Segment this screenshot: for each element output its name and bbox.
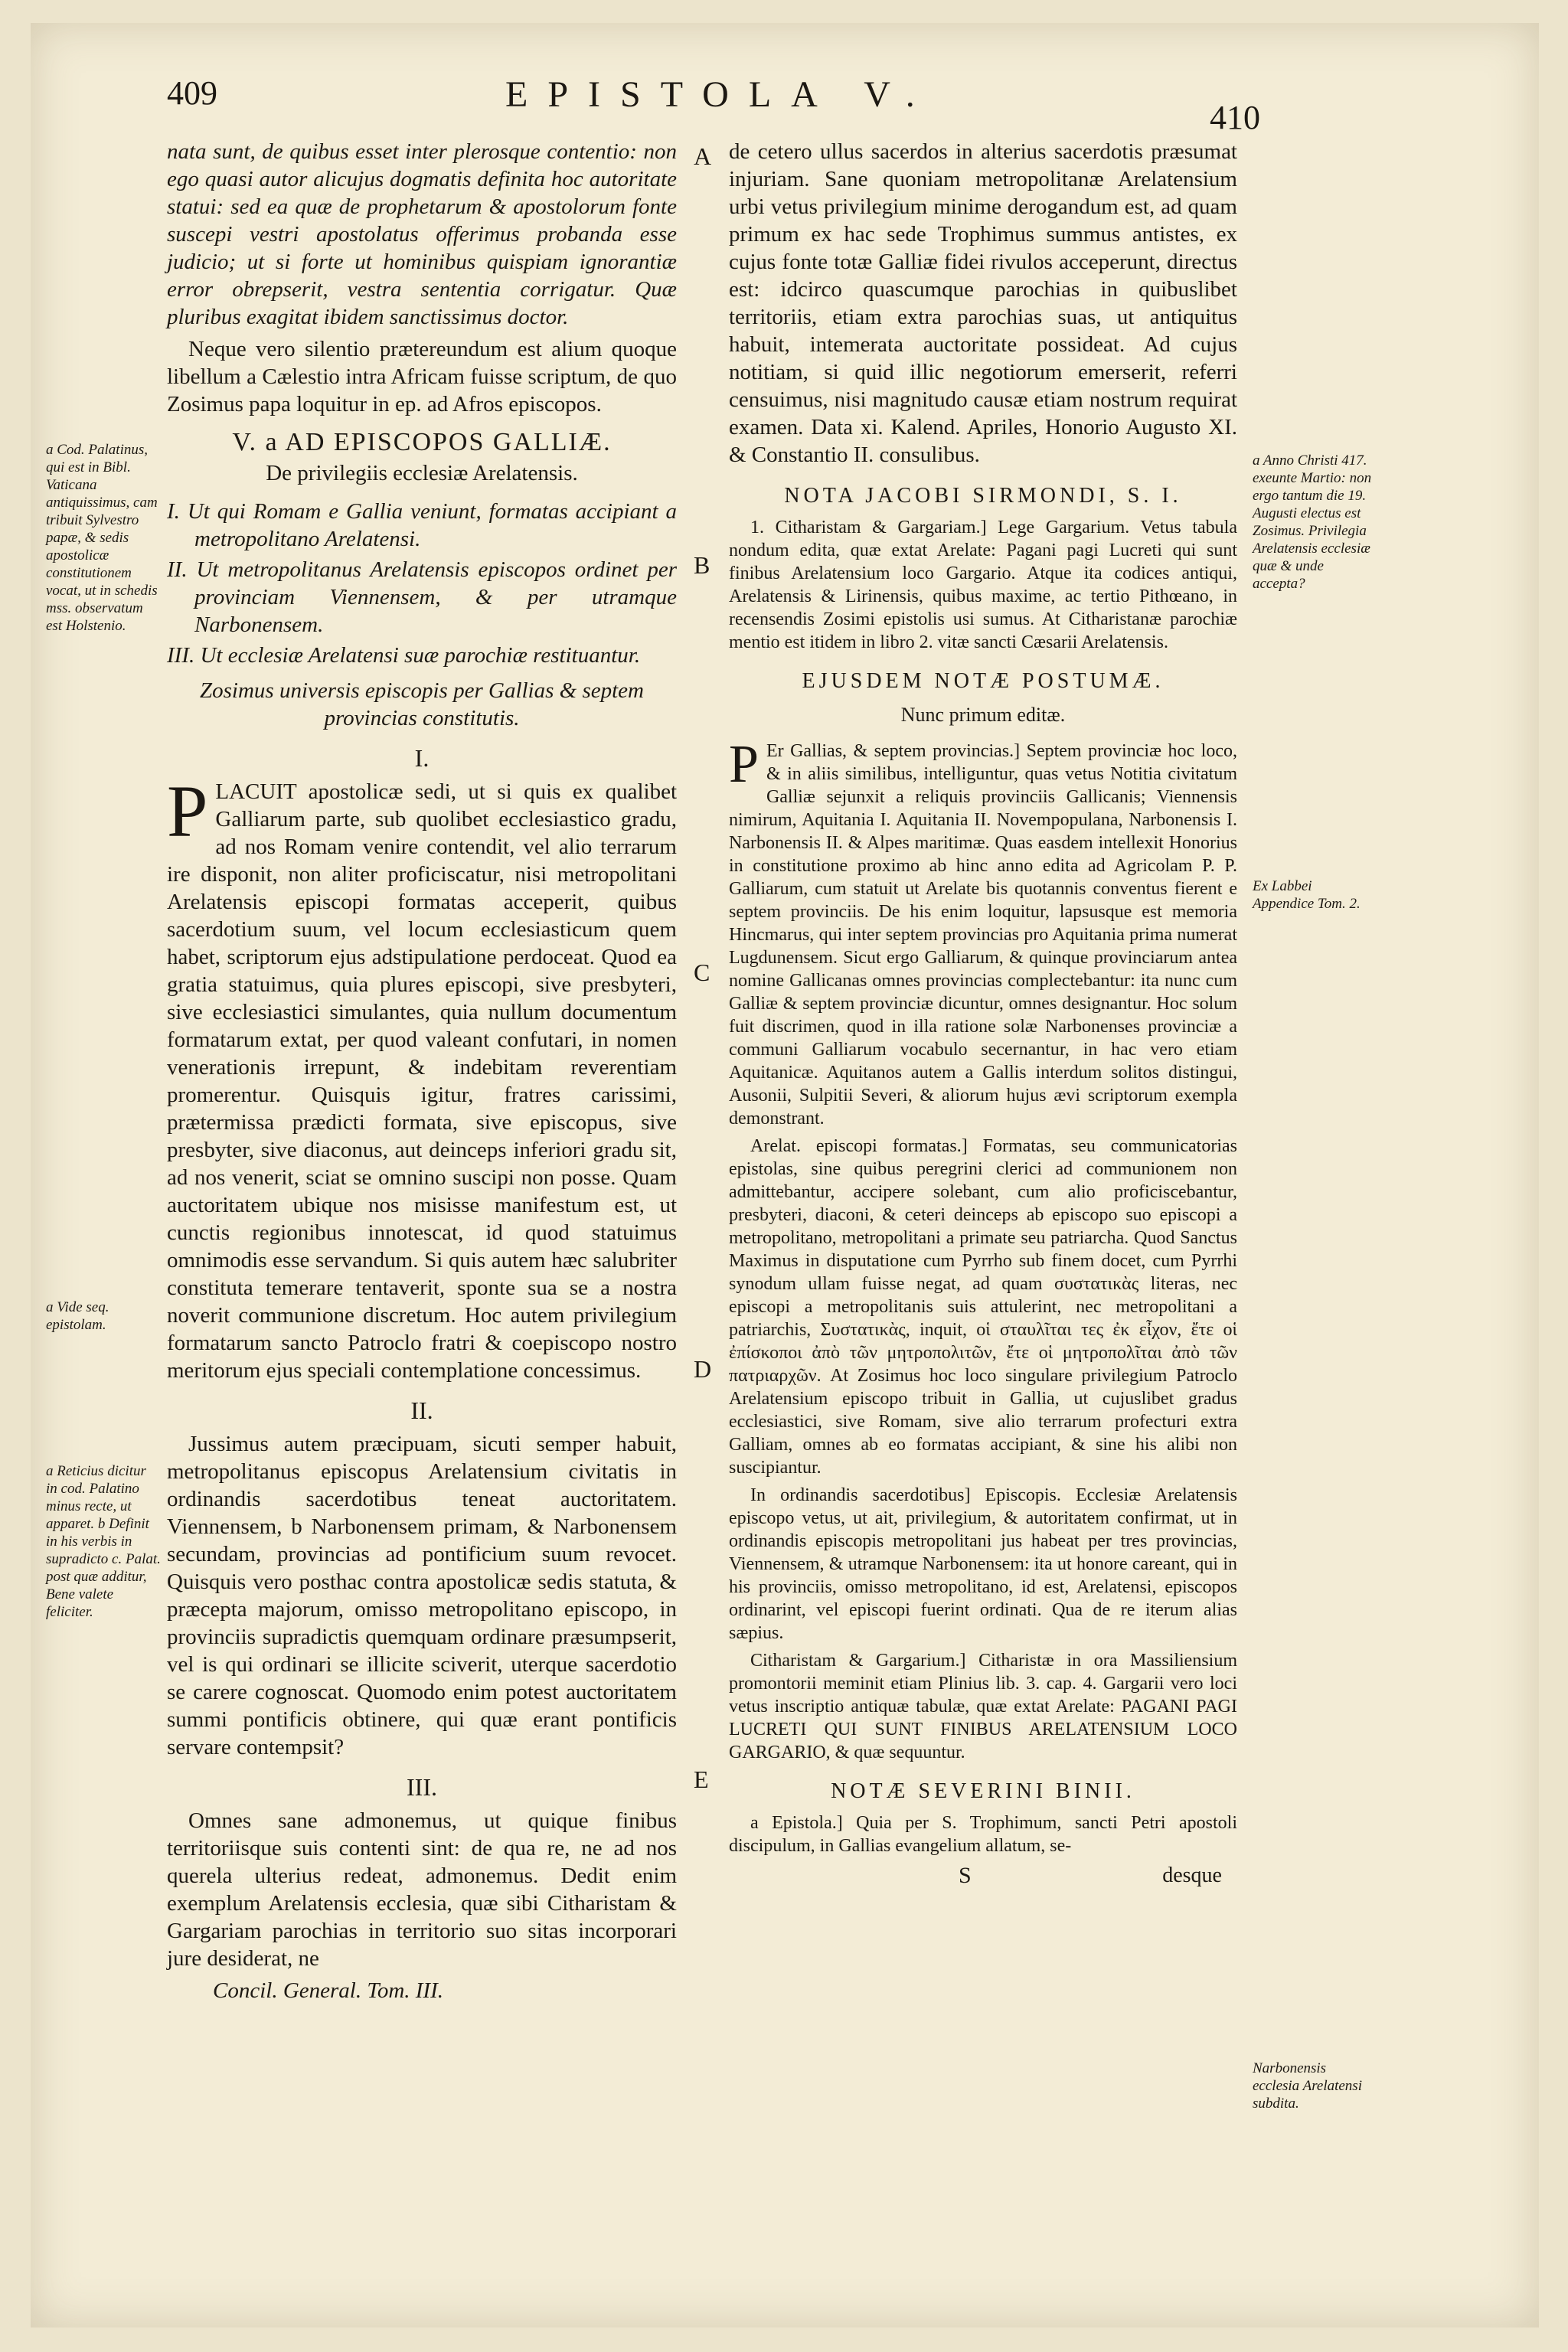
note-gallias-text: Er Gallias, & septem provincias.] Septem provinciæ hoc loco, & in aliis similibus, intelliguntur, quas vetus Notitia civitatum Galliæ sejunxit a reliquis provinciis Gallicanis; Viennensis nimirum, Aquitania I. Aquitania II. Novempopulana, Narbonensis I. Narbonensis II. & Alpes maritimæ. Quas easdem intellexit Honorius in constitutione proximo ab hinc anno edita ad Agricolam P. P. Galliarum, cum statuit ut Arelate bis quotannis conventus fierent e septem provinciis. De his enim loquitur, lapsusque est memoria Hincmarus, qui inter septem provincias pro Aquitania prima numerat Lugdunensem. Sicut ergo Galliarum, & quinque provinciarum antea nomine Gallicanas omnes provincias complectebantur: ita nunc cum Galliæ & septem provinciæ dicuntur, omnes designantur. Hoc solum fuit discrimen, quod in illa ratione solæ Narbonenses provinciæ a communi Galliarum vocabulo secernantur, in hac vero etiam Aquitanicæ. Aquitanos autem a Gallis interdum solitos distingui, Ausonii, Sulpitii Severi, & aliorum hujus ævi scriptorum exempla demonstrant. xyxy=(729,741,1237,1129)
section-1-number: I. xyxy=(414,744,430,772)
section-1-paragraph xyxy=(167,770,677,1384)
page-footer xyxy=(729,1862,1237,1893)
margin-note-cod-palatinus: a Cod. Palatinus, qui est in Bibl. Vaticana antiquissimus, cam tribuit Sylvestro papæ, & sedis apostolicæ constitutionem vocat, ut in schedis mss. observatum est Holstenio. xyxy=(46,442,158,634)
posthumous-notes-heading: EJUSDEM NOTÆ POSTUMÆ. xyxy=(802,669,1165,693)
note-arelat: Arelat. episcopi formatas.] Formatas, seu communicatorias epistolas, sine quibus peregrini clerici ad communionem non admittebantur, accipere solebant, cum alio proficiscebantur, presbyteri, diaconi, & ceteri deinceps ab episcopo suo episcopi a metropolitano, metropolitani a primate seu patriarcha. Quod Sanctus Maximus in disputatione cum Pyrrho sub finem docet, cum Pyrrhi synodum ullam fuisse negat, ad quam συστατικὰς literas, nec episcopi a metropolitanis suis attulerint, nec metropolitani a patriarchis, Συστατικὰς, inquit, οἱ σταυλῖται τες ἐκ εἶχον, ἔτε οἱ ἐπίσκοποι ἀπὸ τῶν μητροπολιτῶν, ἔτε οἱ μητροπολῖται ἀπὸ τῶν πατριαρχῶν. At Zosimus hoc loco singulare privilegium Patroclo Arelatensium episcopo tribuit in Gallia, ut cujuslibet gradus ecclesiastici, sive Romam, sive alio terrarum profecturi extra Galliam, omnes ab eo formatas accipiant, & sine his alibi non suscipiantur. xyxy=(729,1136,1237,1478)
right-column xyxy=(729,138,1237,1893)
left-column xyxy=(167,138,677,2009)
section-1-text: LACUIT apostolicæ sedi, ut si quis ex qualibet Galliarum parte, sub quolibet ecclesiastico gradu, ad nos Romam venire contendit, vel alio terrarum ire disponit, non aliter proficiscatur, nisi metropolitani Arelatensis episcopi formatas acceperit, quibus sacerdotium suum, vel locum ecclesiasticum quem habet, scriptorum ejus adstipulatione perdoceat. Quod ea gratia statuimus, quia plures episcopi, sive presbyteri, sive ecclesiastici simulantes, quia nullum documentum formatarum extat, per quod valeant confutari, in nomen venerationis irrepunt, & indebitam reverentiam promerentur. Quisquis igitur, fratres carissimi, prætermissa prædicti formata, sive episcopus, sive presbyter, sive diaconus, aut deinceps inferiori gradu sit, ad nos venerit, sciat se omnino suscipi non posse. Quam auctoritatem ubique nos misisse manifestum est, ut cunctis regionibus innotescat, id quod statuimus omnimodis esse servandum. Si quis autem hæc salubriter constituta temerare tentaverit, sponte sua se a nostra noverit communione discretum. Hoc autem privilegium formatarum sancto Patroclo fratri & coepiscopo nostro meritorum ejus speciali contemplatione concessimus. xyxy=(167,779,677,1383)
section-letter-a: A xyxy=(694,142,712,170)
left-second-paragraph: Neque vero silentio prætereundum est alium quoque libellum a Cælestio intra Africam fuisse scriptum, de quo Zosimus papa loquitur in ep. ad Afros episcopos. xyxy=(167,337,677,416)
nota-sirmondi-heading: NOTA JACOBI SIRMONDI, S. I. xyxy=(784,484,1182,508)
running-title: EPISTOLA V. xyxy=(505,74,935,115)
chapter-summary-item: I. Ut qui Romam e Gallia veniunt, formatas accipiant a metropolitano Arelatensi. xyxy=(167,499,677,551)
section-2-text: Jussimus autem præcipuam, sicuti semper habuit, metropolitanus episcopus Arelatensium civitatis in ordinandis sacerdotibus teneat auctoritatem. Viennensem, b Narbonensem primam, & Narbonensem secundam, provincias ad pontificium suum revocet. Quisquis vero posthac contra apostolicæ sedis statuta, & præcepta majorum, omisso metropolitano episcopo, in provinciis supradictis quemquam ordinare præsumpserit, vel is qui ordinari se illicite sciverit, uterque sacerdotio se carere cognoscat. Quomodo enim potest auctoritatem summi pontificis obtinere, qui quæ erant pontificis servare contempsit? xyxy=(167,1432,677,1759)
right-page-number: 410 xyxy=(1210,99,1260,136)
margin-note-reticius: a Reticius dicitur in cod. Palatino minus recte, ut apparet. b Definit in his verbis in supradicto c. Palat. post quæ additur, Bene valete feliciter. xyxy=(46,1463,161,1620)
binii-text: a Epistola.] Quia per S. Trophimum, sancti Petri apostoli discipulum, in Gallias evangelium allatum, se- xyxy=(729,1813,1237,1856)
posthumous-notes-subheading: Nunc primum editæ. xyxy=(900,704,1066,726)
book-page xyxy=(31,23,1539,2328)
epistle-heading: V. a AD EPISCOPOS GALLIÆ. xyxy=(232,428,612,456)
margin-note-labbei: Ex Labbei Appendice Tom. 2. xyxy=(1253,878,1361,912)
right-top-paragraph: de cetero ullus sacerdos in alterius sacerdotis præsumat injuriam. Sane quoniam metropolitanæ Arelatensium urbi vetus privilegium minime derogandum est, ad quam primum ex hac sede Trophimus summus antistes, ex cujus fonte totæ Galliæ fidei rivulos acceperunt, directus est: idcirco quascumque parochias in quibuslibet territoriis, etiam extra parochias suas, ut antiquitus habuit, intemerata auctoritate possideat. Ad cujus notitiam, si quid illic negotiorum emerserit, referri censuimus, nisi magnitudo causæ etiam nostrum requirat examen. Data xi. Kalend. Apriles, Honorio Augusto XI. & Constantio II. consulibus. xyxy=(729,139,1237,467)
section-3-number: III. xyxy=(407,1773,437,1801)
note-citharistam: Citharistam & Gargarium.] Citharistæ in ora Massiliensium promontorii meminit etiam Plinius lib. 3. cap. 4. Gargarii vero loci vetus inscriptio antiquæ tabulæ, quæ extat Arelate: PAGANI PAGI LUCRETI QUI SUNT FINIBUS ARELATENSIUM LOCO GARGARIO, & quæ sequuntur. xyxy=(729,1651,1237,1762)
section-3-text: Omnes sane admonemus, ut quique finibus territoriisque suis contenti sint: de qua re, ne ad nos querela ulterius redeat, admonemus. Dedit enim exemplum Arelatensis ecclesia, quæ sibi Citharistam & Gargariam parochias in territorio suo sitas incorporari jure desiderat, ne xyxy=(167,1808,677,1971)
note-drop-cap: P xyxy=(729,735,759,794)
margin-note-anno-christi: a Anno Christi 417. exeunte Martio: non ergo tantum die 19. Augusti electus est Zosimus. Privilegia Arelatensis ecclesiæ quæ & unde accepta? xyxy=(1253,452,1372,592)
signature-line: Concil. General. Tom. III. xyxy=(213,1978,443,2003)
section-letter-c: C xyxy=(694,959,710,986)
epistle-subheading: De privilegiis ecclesiæ Arelatensis. xyxy=(266,461,578,485)
section-letter-b: B xyxy=(694,551,710,579)
chapter-summary-list xyxy=(167,498,677,669)
section-letter-d: D xyxy=(694,1355,712,1383)
drop-cap: P xyxy=(167,770,208,852)
left-top-paragraph: nata sunt, de quibus esset inter plerosque contentio: non ego quasi autor alicujus dogmatis definita hoc autoritate statui: sed ea quæ de prophetarum & apostolorum fonte suscepi vestri apostolatus offerimus probanda esse judicio; ut si forte ut hominibus quispiam ignorantiæ error obrepserit, vestra sententia corrigatur. Quæ pluribus exagitat ibidem sanctissimus doctor. xyxy=(167,139,677,329)
section-letter-e: E xyxy=(694,1766,709,1793)
nota-sirmondi-text: 1. Citharistam & Gargariam.] Lege Gargarium. Vetus tabula nondum edita, quæ extat Arelate: Pagani pagi Lucreti qui sunt finibus Arelatensium loco Gargario. Atque ita codices antiqui, Arelatensis & Lirinensis, quibus maxime, ac tertio Pithœano, in recensendis Zosimi epistolis usi sumus. At Citharistanæ parochiæ mentio est itidem in libro 2. vitæ sancti Cæsarii Arelatensis. xyxy=(729,518,1237,652)
chapter-summary-item: III. Ut ecclesiæ Arelatensi suæ parochiæ restituantur. xyxy=(167,643,641,668)
epistle-address: Zosimus universis episcopis per Gallias & septem provincias constitutis. xyxy=(200,678,644,730)
note-gallias xyxy=(729,735,1237,1130)
left-page-number: 409 xyxy=(167,74,217,112)
signature-mark: S xyxy=(959,1863,972,1888)
section-2-number: II. xyxy=(410,1396,433,1424)
margin-note-vide-seq: a Vide seq. epistolam. xyxy=(46,1299,109,1333)
chapter-summary-item: II. Ut metropolitanus Arelatensis episcopos ordinet per provinciam Viennensem, & per utramque Narbonensem. xyxy=(167,557,677,637)
binii-heading: NOTÆ SEVERINI BINII. xyxy=(831,1779,1135,1803)
margin-note-narbonensis: Narbonensis ecclesia Arelatensi subdita. xyxy=(1253,2060,1362,2112)
catchword: desque xyxy=(1162,1864,1222,1887)
note-ordinandis: In ordinandis sacerdotibus] Episcopis. Ecclesiæ Arelatensis episcopo vetus, ut ait, privilegium, & autoritatem confirmat, ut in ordinandis episcopis metropolitani jus habeat per tres provincias, Viennensem, & utramque Narbonensem: ita ut honore careant, qui in his provinciis, omisso metropolitano, id est, Arelatensi, episcopos ordinarint, vel episcopi fuerint ordinati. Qua de re iterum alias sæpius. xyxy=(729,1485,1237,1643)
